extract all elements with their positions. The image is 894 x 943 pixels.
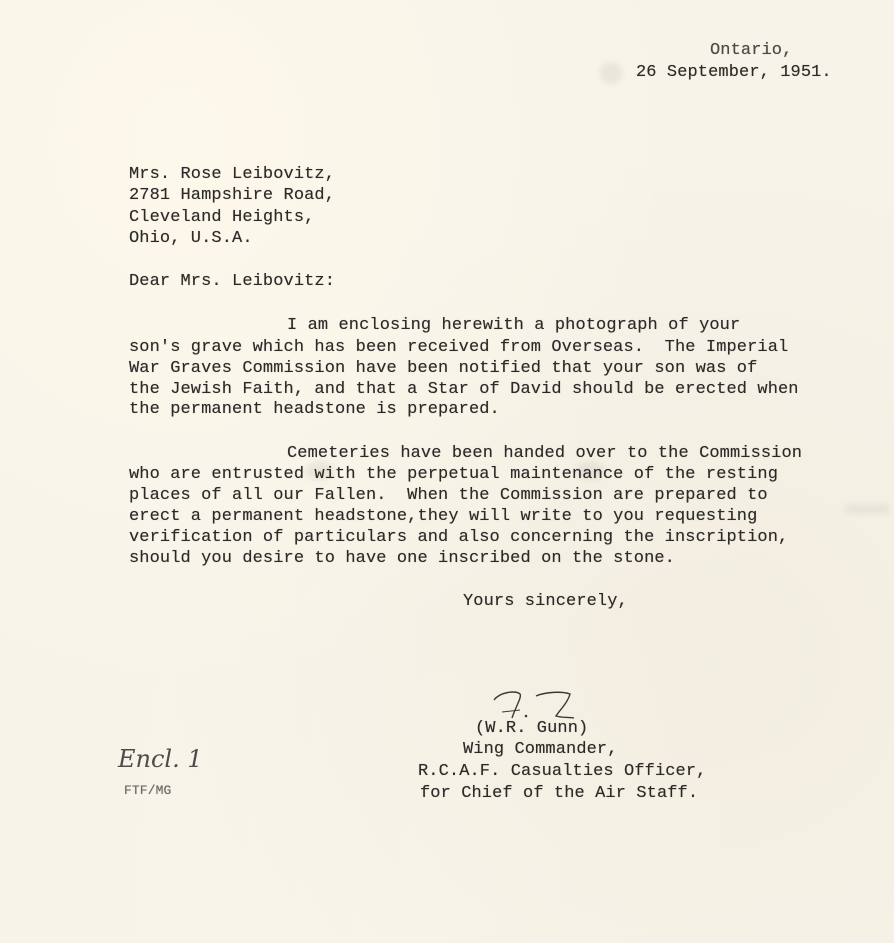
paragraph-line: I am enclosing herewith a photograph of your — [287, 316, 741, 335]
letter-place: Ontario, — [710, 41, 793, 60]
paragraph-line: Cemeteries have been handed over to the Commission — [287, 444, 803, 463]
paragraph-line: verification of particulars and also concerning the inscription, — [129, 528, 789, 547]
signatory-name: (W.R. Gunn) — [475, 719, 589, 738]
paragraph-line: should you desire to have one inscribed on the stone. — [129, 549, 675, 568]
letter-date: 26 September, 1951. — [636, 63, 832, 82]
signatory-rank: Wing Commander, — [463, 740, 618, 759]
paragraph-line: erect a permanent headstone,they will write to you requesting — [129, 507, 758, 526]
paragraph-line: who are entrusted with the perpetual maintenance of the resting — [129, 465, 779, 484]
paragraph-line: son's grave which has been received from Overseas. The Imperial — [129, 338, 789, 357]
recipient-city: Cleveland Heights, — [129, 208, 315, 227]
closing: Yours sincerely, — [463, 592, 628, 611]
recipient-street: 2781 Hampshire Road, — [129, 186, 336, 205]
salutation: Dear Mrs. Leibovitz: — [129, 272, 336, 291]
paper-smudge — [845, 505, 890, 513]
paragraph-line: the Jewish Faith, and that a Star of David should be erected when — [129, 380, 799, 399]
signatory-title: R.C.A.F. Casualties Officer, — [418, 762, 707, 781]
recipient-name: Mrs. Rose Leibovitz, — [129, 165, 336, 184]
paragraph-line: the permanent headstone is prepared. — [129, 400, 500, 419]
recipient-state-country: Ohio, U.S.A. — [129, 229, 253, 248]
signatory-on-behalf: for Chief of the Air Staff. — [420, 784, 699, 803]
paragraph-line: War Graves Commission have been notified that your son was of — [129, 359, 758, 378]
enclosure-note: Encl. 1 — [118, 745, 203, 773]
reference-initials: FTF/MG — [124, 783, 172, 798]
paragraph-line: places of all our Fallen. When the Commission are prepared to — [129, 486, 768, 505]
paper-smudge — [600, 62, 622, 84]
